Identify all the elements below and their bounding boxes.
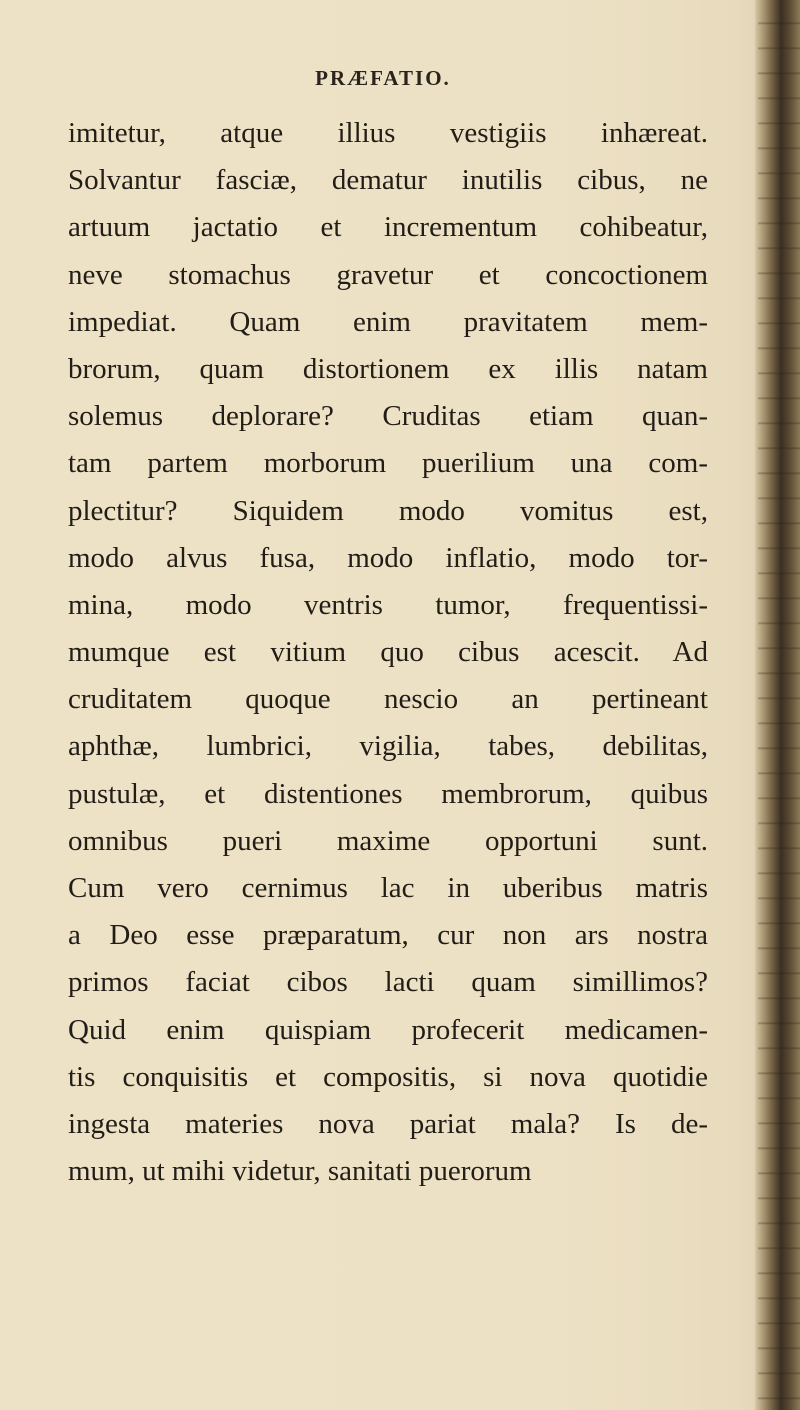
text-line: aphthæ, lumbrici, vigilia, tabes, debilitas, [68,730,708,763]
text-line: imitetur, atque illius vestigiis inhæreat. [68,117,708,149]
text-line: primos faciat cibos lacti quam simillimos? [68,966,708,999]
text-line: omnibus pueri maxime opportuni sunt. [68,824,708,857]
text-line: ingesta materies nova pariat mala? Is de- [68,1107,708,1140]
text-line: tis conquisitis et compositis, si nova quotidie [68,1060,708,1093]
text-line: brorum, quam distortionem ex illis natam [68,352,708,385]
text-line: Cum vero cernimus lac in uberibus matris [68,872,708,904]
text-line: solemus deplorare? Cruditas etiam quan- [68,400,708,433]
text-line: mum, ut mihi videtur, sanitati puerorum [68,1155,532,1188]
book-spine-binding [758,0,800,1410]
text-line: pustulæ, et distentiones membrorum, quibus [68,777,708,810]
text-line: modo alvus fusa, modo inflatio, modo tor- [68,541,708,574]
text-line: plectitur? Siquidem modo vomitus est, [68,494,708,527]
running-head: PRÆFATIO. [315,66,451,90]
text-line: neve stomachus gravetur et concoctionem [68,258,708,291]
text-line: artuum jactatio et incrementum cohibeatur, [68,211,708,244]
body-text [68,110,708,1195]
text-line: tam partem morborum puerilium una com- [68,447,708,480]
text-line: Solvantur fasciæ, dematur inutilis cibus, ne [68,164,708,197]
text-line: mumque est vitium quo cibus acescit. Ad [68,636,708,669]
text-line: a Deo esse præparatum, cur non ars nostra [68,919,708,952]
text-line: mina, modo ventris tumor, frequentissi- [68,588,708,621]
text-line: impediat. Quam enim pravitatem mem- [68,305,708,338]
text-line: cruditatem quoque nescio an pertineant [68,683,708,716]
text-line: Quid enim quispiam profecerit medicamen- [68,1013,708,1046]
